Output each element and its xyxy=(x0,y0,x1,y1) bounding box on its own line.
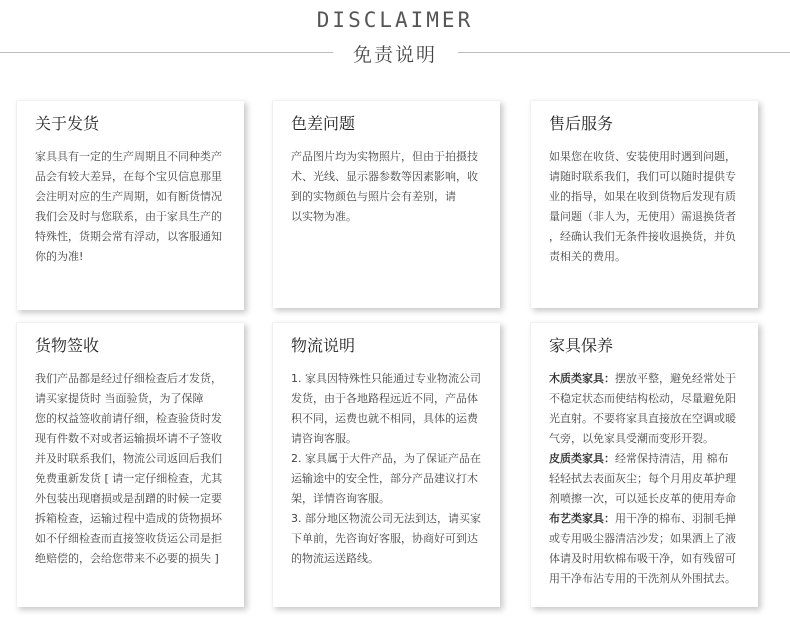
card-text-line: 我们会及时与您联系，由于家具生产的 xyxy=(35,210,222,223)
care-text: 光直射。不要将家具直接放在空调或暖 xyxy=(549,412,736,425)
card-body xyxy=(291,147,497,227)
card-text-line: 特殊性，货期会常有浮动，以客服通知 xyxy=(35,230,222,243)
card-text-line: 2. 家具属于大件产品，为了保证产品在 xyxy=(291,452,481,465)
card-text-line: 绝赔偿的，会给您带来不必要的损失 ] xyxy=(35,552,219,565)
card-text-line: 发货，由于各地路程远近不同，产品体 xyxy=(291,392,478,405)
card-text-line: 下单前，先咨询好客服，协商好可到达 xyxy=(291,532,478,545)
card-text-line xyxy=(549,569,755,589)
card-text-line: 现有件数不对或者运输损坏请不子签收 xyxy=(35,432,222,445)
card-text-line: 请咨询客服。 xyxy=(291,432,357,445)
card-body xyxy=(291,369,497,569)
card-text-line xyxy=(549,509,755,529)
card-text-line xyxy=(549,529,755,549)
card-text-line: 家具具有一定的生产周期且不同种类产 xyxy=(35,150,222,163)
card-text-line: 术、光线、显示器参数等因素影响，收 xyxy=(291,170,478,183)
card-text-line: 免费重新发货 [ 请一定仔细检查，尤其 xyxy=(35,472,223,485)
card-title: 家具保养 xyxy=(549,336,614,355)
care-category-label: 木质类家具： xyxy=(549,372,615,385)
card-text-line: 如果您在收货、安装使用时遇到问题， xyxy=(549,150,736,163)
card-body xyxy=(549,147,755,267)
care-text: 用干净布沾专用的干洗剂从外围拭去。 xyxy=(549,572,736,585)
care-text: 剂喷擦一次，可以延长皮革的使用寿命 xyxy=(549,492,736,505)
card-body xyxy=(35,147,241,267)
card-shipping xyxy=(16,100,244,310)
card-title: 色差问题 xyxy=(291,114,356,133)
header-chinese-title: 免责说明 xyxy=(352,44,437,66)
page-header xyxy=(0,0,790,80)
card-text-line xyxy=(549,409,755,429)
card-delivery-signoff xyxy=(16,322,244,607)
card-text-line: 请随时联系我们，我们可以随时提供专 xyxy=(549,170,736,183)
card-text-line: 拆箱检查，运输过程中造成的货物损坏 xyxy=(35,512,222,525)
card-text-line: 你的为准! xyxy=(35,250,84,263)
card-color-difference xyxy=(272,100,500,308)
card-text-line xyxy=(549,469,755,489)
care-category-label: 皮质类家具： xyxy=(549,452,615,465)
card-body xyxy=(35,369,241,569)
card-text-line: 我们产品都是经过仔细检查后才发货， xyxy=(35,372,222,385)
card-title: 关于发货 xyxy=(35,114,100,133)
care-text: 体请及时用软棉布吸干净，如有残留可 xyxy=(549,552,736,565)
header-english-title: DISCLAIMER xyxy=(316,8,474,32)
card-text-line: 3. 部分地区物流公司无法到达，请买家 xyxy=(291,512,481,525)
care-text: 气旁，以免家具受潮而变形开裂。 xyxy=(549,432,714,445)
care-text: 摆放平整，避免经常处于 xyxy=(615,372,736,385)
card-text-line: 请买家提货时 当面验货，为了保障 xyxy=(35,392,204,405)
card-text-line xyxy=(549,449,755,469)
card-text-line: 1. 家具因特殊性只能通过专业物流公司 xyxy=(291,372,481,385)
card-text-line: 业的指导，如果在收到货物后发现有质 xyxy=(549,190,736,203)
card-text-line: 架，详情咨询客服。 xyxy=(291,492,390,505)
card-text-line xyxy=(549,489,755,509)
card-text-line: 积不同，运费也就不相同，具体的运费 xyxy=(291,412,478,425)
card-text-line: 运输途中的安全性，部分产品建议打木 xyxy=(291,472,478,485)
card-text-line: 如不仔细检查而直接签收货运公司是拒 xyxy=(35,532,222,545)
card-text-line: 的物流运送路线。 xyxy=(291,552,379,565)
card-text-line: 以实物为准。 xyxy=(291,210,357,223)
card-text-line xyxy=(549,369,755,389)
card-text-line xyxy=(549,429,755,449)
card-text-line: 产品图片均为实物照片，但由于拍摄技 xyxy=(291,150,478,163)
card-text-line: 会注明对应的生产周期，如有断货情况 xyxy=(35,190,222,203)
care-category-label: 布艺类家具： xyxy=(549,512,615,525)
card-text-line: 并及时联系我们，物流公司返回后我们 xyxy=(35,452,222,465)
card-text-line: 外包装出现磨损或是刮蹭的时候一定要 xyxy=(35,492,222,505)
card-body xyxy=(549,369,755,589)
card-text-line xyxy=(549,389,755,409)
care-text: 不稳定状态而使结构松动，尽量避免阳 xyxy=(549,392,736,405)
care-text: 轻轻拭去表面灰尘；每个月用皮革护理 xyxy=(549,472,736,485)
card-furniture-care xyxy=(530,322,758,607)
card-text-line: 到的实物颜色与照片会有差别，请 xyxy=(291,190,456,203)
card-text-line xyxy=(549,549,755,569)
card-title: 售后服务 xyxy=(549,114,614,133)
care-text: 经常保持清洁，用 棉布 xyxy=(615,452,729,465)
card-text-line: 责相关的费用。 xyxy=(549,250,626,263)
card-text-line: 量问题（非人为，无使用）需退换货者 xyxy=(549,210,736,223)
card-logistics xyxy=(272,322,500,607)
card-text-line: 您的权益签收前请仔细，检查验货时发 xyxy=(35,412,222,425)
card-title: 货物签收 xyxy=(35,336,100,355)
card-text-line: ，经确认我们无条件接收退换货，并负 xyxy=(549,230,736,243)
care-text: 用干净的棉布、羽制毛掸 xyxy=(615,512,736,525)
care-text: 或专用吸尘器清洁沙发；如果洒上了液 xyxy=(549,532,736,545)
card-text-line: 品会有较大差异，在每个宝贝信息那里 xyxy=(35,170,222,183)
card-after-sales xyxy=(530,100,758,308)
card-title: 物流说明 xyxy=(291,336,356,355)
